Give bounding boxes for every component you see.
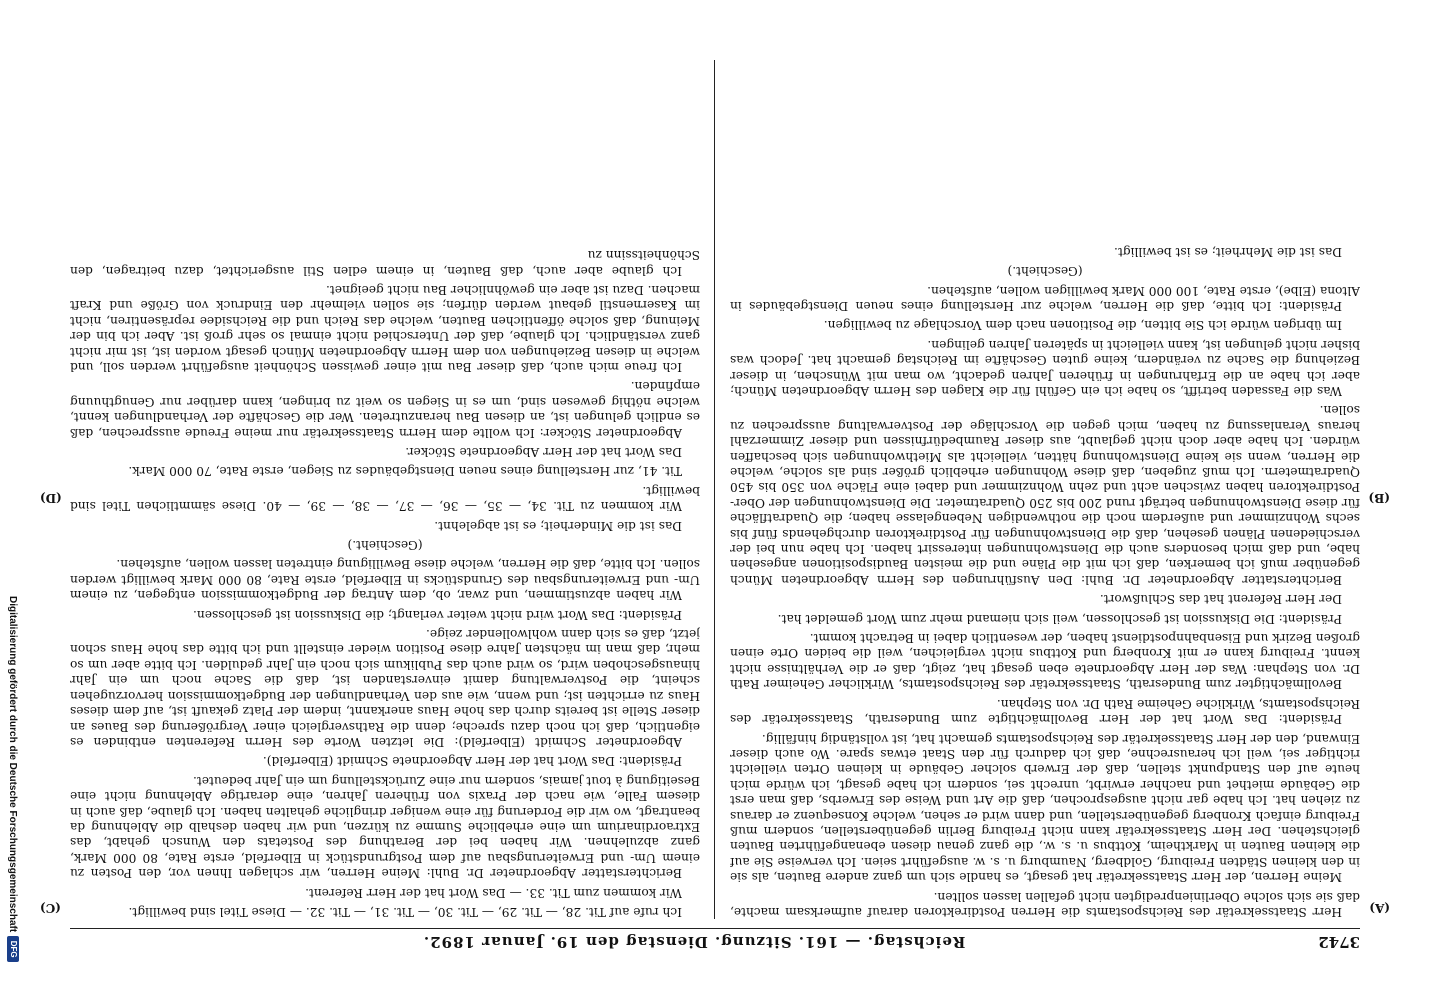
paragraph: Bevollmächtigter zum Bundesrath, Staatssekretär des Reichspostamts, Wirklicher Geheimer Rath Dr. von Stephan: Was der Herr Abgeordnete eben gesagt hat, zeigt, daß er die Verhältnisse nicht kennt. Freiburg kann er mit Kronberg und Kottbus nicht vergleichen, weil die beiden Orte einen großen Bezirk und Eisenbahnpostdienst haben, der wesentlich dabei in Betracht kommt. [730,631,1360,692]
margin-mark-c: (C) [40,901,61,915]
column-divider [714,60,715,919]
paragraph: Präsident: Das Wort hat der Herr Abgeordnete Schmidt (Elberfeld). [262,754,682,769]
paragraph: Präsident: Das Wort wird nicht weiter verlangt; die Diskussion ist geschlossen. [193,607,682,622]
dfg-logo: DFG [7,936,19,962]
rotated-page-content [40,60,1390,955]
paragraph: Das ist die Mehrheit; es ist bewilligt. [1114,244,1342,259]
margin-mark-b: (B) [1368,491,1390,505]
margin-mark-a: (A) [1369,901,1390,915]
footer-strip [3,595,21,995]
paragraph: (Geschieht.) [347,538,423,553]
paragraph: Wir haben abzustimmen, und zwar, ob, dem Antrag der Budgetkommission entgegen, zu einem Um- und Erweiterungsbau des Grundstücks in Elberfeld, erste Rate, 80 000 Mark bewilligt werden sollen. Ich bitte, daß die Herren, welche diese Bewilligung eintreten lassen wollen, aufstehen. [70,557,700,603]
paragraph: Abgeordneter Schmidt (Elberfeld): Die letzten Worte des Herrn Referenten entbinden es eigentlich, daß ich noch dazu spreche; denn die Rathsvergleich einer Vergrößerung des Baues an dieser Stelle ist bereits durch das hohe Haus anerkannt, indem der Platz gekauft ist, auf dem dieses Haus zu errichten ist; und wenn, wie aus den Verhandlungen der Budgetkommission hervorzugehen scheint, die Postverwaltung damit einverstanden ist, daß die Sache noch um ein Jahr hinausgeschoben wird, so wird auch das Publikum sich noch ein Jahr gedulden. Ich bitte aber um so mehr, daß man im nächsten Jahre diese Position wieder einstellt und ich bitte das hohe Haus schon jetzt, daß es sich dann wohlwollender zeige. [70,627,700,749]
footer-text: Digitalisierung gefördert durch die Deutsche Forschungsgemeinschaft [7,596,19,933]
paragraph: Im übrigen würde ich Sie bitten, die Positionen nach dem Vorschlage zu bewilligen. [823,318,1342,333]
paragraph: Ich glaube aber auch, daß Bauten, in einem edlen Stil ausgerichtet, dazu beitragen, den Schönheitssinn zu [70,248,700,278]
running-header [70,928,1360,955]
paragraph: Wir kommen zu Tit. 34, — 35, — 36, — 37, — 38, — 39, — 40. Diese sämmtlichen Titel sind bewilligt. [70,483,700,514]
paragraph: Herr Staatssekretär des Reichspostamts die Herren Postdirektoren darauf aufmerksam machte, daß sie sich solche Oberlinienpredigten nicht gefallen lassen sollten. [730,889,1360,919]
paragraph: Abgeordneter Stöcker: Ich wollte dem Herrn Staatssekretär nur meine Freude aussprechen, daß es endlich gelungen ist, an diesen Bau heranzutreten. Wer die Geschäfte der Verhandlungen kennt, welche nöthig gewesen sind, um es in Siegen so weit zu bringen, kann darüber nur Genugthuung empfinden. [70,379,700,440]
right-column [70,60,700,919]
paragraph: Der Herr Referent hat das Schlußwort. [1099,592,1342,607]
margin-mark-d: (D) [40,491,62,505]
paragraph: Berichterstatter Abgeordneter Dr. Buhl: Den Ausführungen des Herrn Abgeordneten Münch gegenüber muß ich bemerken, daß ich mit die Pläne und die meisten Baudispositionen angesehen habe, und daß mich besonders auch die Dienstwohnungen interessirt haben. Ich habe nun bei der verschiedenen Plänen gesehen, daß die Dienstwohnungen für Postdirektoren durchgehends fünf bis sechs Wohnzimmer und außerdem noch die nothwendigen Nebengelasse haben; die Quadratfläche für diese Dienstwohnungen beträgt rund 200 bis 250 Quadratmeter. Die Dienstwohnungen der Ober-Postdirektoren haben zwischen acht und zehn Wohnzimmer und dabei eine Fläche von 350 bis 450 Quadratmetern. Ich muß zugeben, daß diese Wohnungen erheblich größer sind als solche, welche die Herren, wenn sie keine Dienstwohnung hätten, vielleicht als Miethwohnungen sich beschaffen würden. Ich habe aber doch nicht geglaubt, aus dieser Raumbedürfnissen und dieser Zimmerzahl heraus Veranlassung zu haben, mich gegen die Vorschläge der Postverwaltung aussprechen zu sollen. [730,403,1360,587]
paragraph: Was die Fassaden betrifft, so habe ich ein Gefühl für die Klagen des Herrn Abgeordneten Münch; aber ich habe an die Erfahrungen in früheren Jahren gedacht, wo man mit Wünschen, in dieser Beziehung die Sache zu verändern, keine guten Geschäfte im Reichstag gemacht hat. Jedoch was bisher nicht gelungen ist, kann vielleicht in späteren Jahren gelingen. [730,337,1360,398]
paragraph: Präsident: Die Diskussion ist geschlossen, weil sich niemand mehr zum Wort gemeldet hat. [777,611,1342,626]
paragraph: Präsident: Ich bitte, daß die Herren, welche zur Herstellung eines neuen Dienstgebäudes in Altona (Elbe), erste Rate, 100 000 Mark bewilligen wollen, aufstehen. [730,283,1360,313]
paragraph: (Geschieht.) [1007,264,1083,279]
page-number: 3742 [1318,933,1360,951]
paragraph: Präsident: Das Wort hat der Herr Bevollmächtigte zum Bundesrath, Staatssekretär des Reichspostamts, Wirkliche Geheime Rath Dr. von Stephan. [730,696,1360,727]
paragraph: Das ist die Minderheit; es ist abgelehnt. [434,518,682,533]
paragraph: Ich freue mich auch, daß dieser Bau mit einer gewissen Schönheit ausgeführt werden soll, und welche in diesen Beziehungen von dem Herrn Abgeordneten Münch gesagt worden ist, ist mir nicht ganz verständlich. Ich glaube, daß der Unterschied nicht einmal so sehr groß ist. Aber ich bin der Meinung, daß solche öffentlichen Bauten, welche das Reich und die Reichsidee repräsentiren, nicht im Kasernenstil gebaut werden dürfen; sie sollen vielmehr den Eindruck von Größe und Kraft machen. Dazu ist aber ein gewöhnlicher Bau nicht geeignet. [70,282,700,374]
paragraph: Tit. 41, zur Herstellung eines neuen Dienstgebäudes zu Siegen, erste Rate, 70 000 Mark. [128,464,682,479]
header-title: Reichstag. — 161. Sitzung. Dienstag den 19. Januar 1892. [422,933,966,951]
paragraph: Wir kommen zum Tit. 33. — Das Wort hat der Herr Referent. [305,885,682,900]
paragraph: Meine Herren, der Herr Staatssekretär hat gesagt, es handle sich um ganz andere Bauten, als sie in den kleinen Städten Freiburg, Goldberg, Naumburg u. s. w. ausgeführt seien. Ich verweise Sie auf die kleinen Bauten in Marktheim, Kottbus u. s. w., die ganz genau diesen ebenangeführten Bauten gleichstehen. Der Herr Staatssekretär kann nicht Freiburg Berlin gegenüberstellen, sondern muß Freiburg einfach Kronberg gegenüberstellen, und dann wird er sehen, welche Konsequenz er daraus zu ziehen hat. Ich habe gar nicht ausgesprochen, daß die Art und Weise des Erwerbs, daß man erst die Gebäude miethet und nachher erwirbt, unrecht sei, sondern ich habe gesagt, ich würde mich heute auf den Standpunkt stellen, daß der Erwerb solcher Gebäude in kleinen Orten vielleicht richtiger sei, weil ich herausrechne, daß ich dadurch für den Staat etwas spare. Wo auch dieser Einwand, den der Herr Staatssekretär des Reichspostamts gemacht hat, ist vollständig hinfällig. [730,731,1360,885]
paragraph: Ich rufe auf Tit. 28, — Tit. 29, — Tit. 30, — Tit. 31, — Tit. 32. — Diese Titel sind bewilligt. [128,905,682,919]
paragraph: Berichterstatter Abgeordneter Dr. Buhl: Meine Herren, wir schlagen Ihnen vor, den Posten zu einem Um- und Erweiterungsbau auf dem Postgrundstück in Elberfeld, erste Rate, 80 000 Mark, ganz abzulehnen. Wir haben bei der Berathung des Postetats den Wunsch gehabt, das Extraordinarium um eine erhebliche Summe zu kürzen, und wir haben deshalb die Ablehnung da beantragt, wo wir die Forderung für eine weniger dringliche gehalten haben. Ich glaube, daß auch in diesem Falle, wie nach der Praxis von früheren Jahren, eine derartige Ablehnung nicht eine Beseitigung à tout jamais, sondern nur eine Zurückstellung um ein Jahr bedeutet. [70,773,700,881]
paragraph: Das Wort hat der Herr Abgeordnete Stöcker. [405,445,682,460]
footer-credit [4,596,22,992]
left-column [730,60,1360,919]
